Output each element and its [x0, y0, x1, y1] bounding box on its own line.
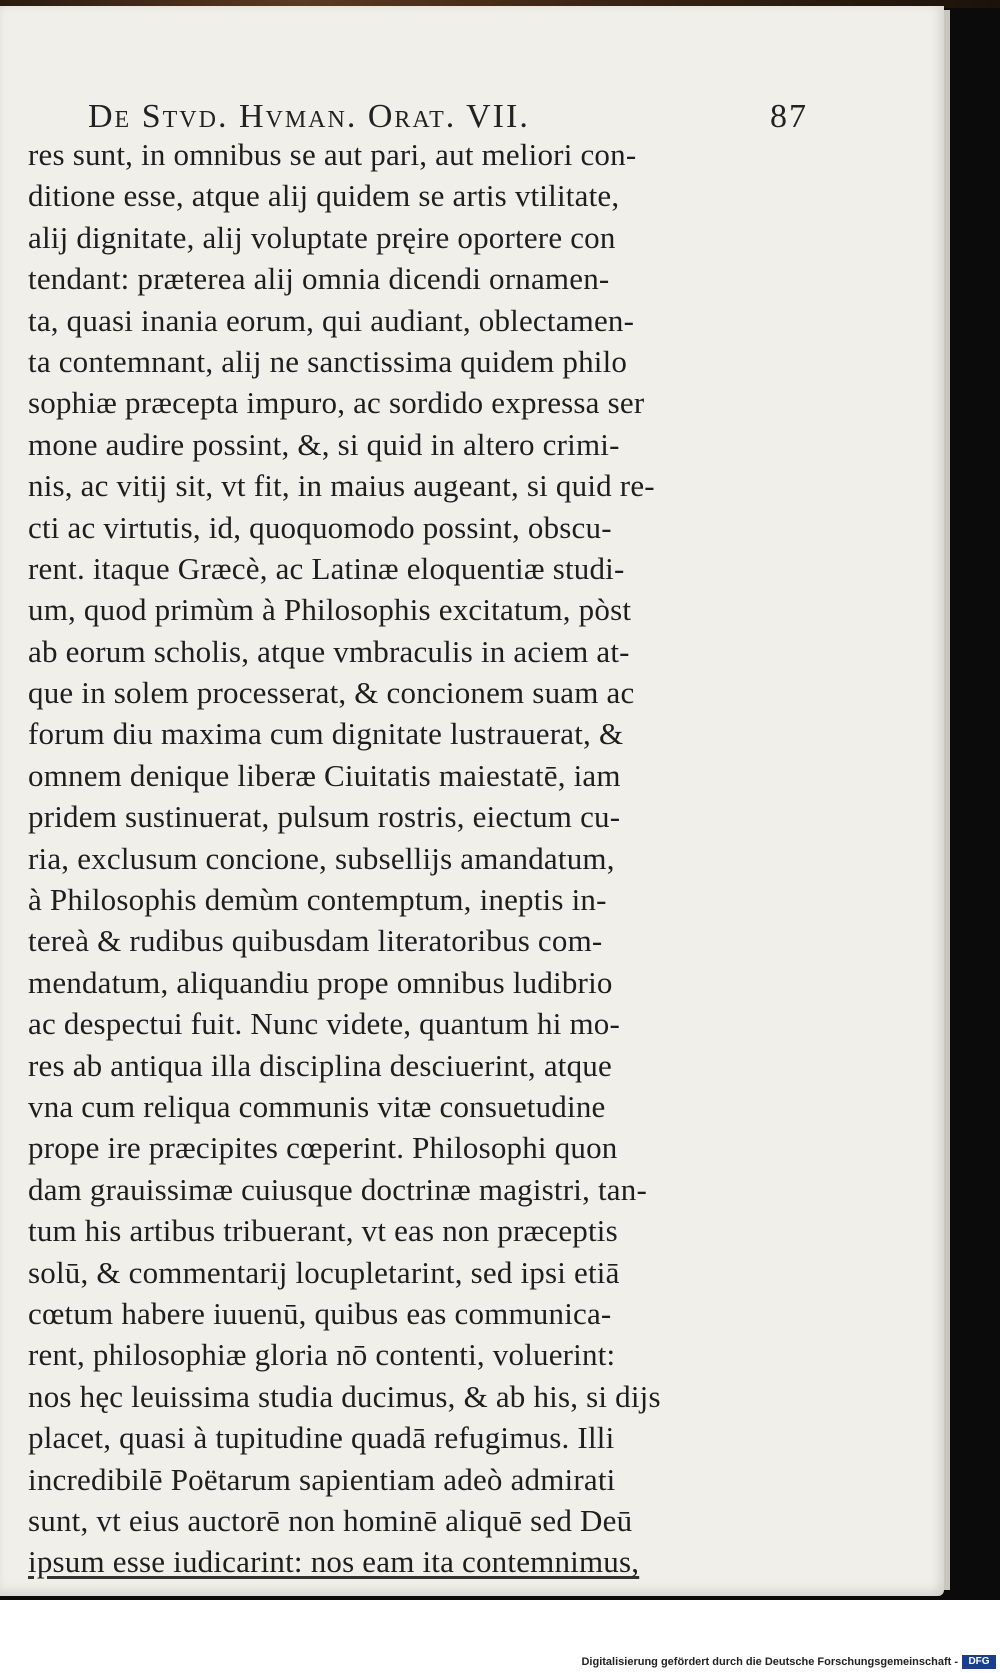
- digitization-footer: [0, 1600, 1000, 1673]
- text-line: ipsum esse iudicarint: nos eam ita contemnimus,: [28, 1544, 640, 1580]
- text-line: mone audire possint, &, si quid in altero crimi-: [28, 426, 620, 462]
- text-line: pridem sustinuerat, pulsum rostris, eiectum cu-: [28, 799, 621, 835]
- text-line: omnem denique liberæ Ciuitatis maiestatē, iam: [28, 757, 621, 793]
- book-page: [0, 6, 944, 1596]
- text-line: dam grauissimæ cuiusque doctrinæ magistri, tan-: [28, 1171, 647, 1207]
- running-title: De Stvd. Hvman. Orat. VII.: [88, 98, 530, 135]
- page-edge: [944, 10, 950, 1590]
- text-line: tendant: præterea alij omnia dicendi ornamen-: [28, 261, 610, 297]
- text-line: res ab antiqua illa disciplina desciuerint, atque: [28, 1047, 612, 1083]
- text-line: alij dignitate, alij voluptate pręire oportere con: [28, 219, 616, 255]
- text-line: um, quod primùm à Philosophis excitatum, pòst: [28, 592, 632, 628]
- text-line: rent, philosophiæ gloria nō contenti, voluerint:: [28, 1337, 616, 1373]
- text-line: que in solem processerat, & concionem suam ac: [28, 675, 635, 711]
- text-line: ta contemnant, alij ne sanctissima quidem philo: [28, 343, 628, 379]
- text-line: prope ire præcipites cœperint. Philosophi quon: [28, 1130, 618, 1166]
- text-block: [28, 134, 788, 1583]
- text-line: ab eorum scholis, atque vmbraculis in aciem at-: [28, 633, 630, 669]
- text-line: placet, quasi à tupitudine quadā refugimus. Illi: [28, 1420, 615, 1456]
- text-line: cœtum habere iuuenū, quibus eas communica-: [28, 1295, 612, 1331]
- text-line: tum his artibus tribuerant, vt eas non præceptis: [28, 1213, 618, 1249]
- text-line: nos hęc leuissima studia ducimus, & ab his, si dijs: [28, 1378, 661, 1414]
- text-line: vna cum reliqua communis vitæ consuetudine: [28, 1088, 606, 1124]
- text-line: à Philosophis demùm contemptum, ineptis in-: [28, 882, 607, 918]
- text-line: forum diu maxima cum dignitate lustrauerat, &: [28, 716, 624, 752]
- text-line: ditione esse, atque alij quidem se artis vtilitate,: [28, 178, 620, 214]
- text-line: nis, ac vitij sit, vt fit, in maius augeant, si quid re-: [28, 468, 655, 504]
- text-line: rent. itaque Græcè, ac Latinæ eloquentiæ studi-: [28, 550, 625, 586]
- text-line: ta, quasi inania eorum, qui audiant, oblectamen-: [28, 302, 635, 338]
- dfg-logo: DFG: [962, 1655, 996, 1669]
- text-line: res sunt, in omnibus se aut pari, aut meliori con-: [28, 137, 637, 172]
- text-line: tereà & rudibus quibusdam literatoribus com-: [28, 923, 603, 959]
- text-line: ria, exclusum concione, subsellijs amandatum,: [28, 840, 615, 876]
- text-line: cti ac virtutis, id, quoquomodo possint, obscu-: [28, 509, 612, 545]
- text-line: sophiæ præcepta impuro, ac sordido expressa ser: [28, 385, 645, 421]
- text-line: sunt, vt eius auctorē non hominē aliquē sed Deū: [28, 1502, 633, 1538]
- text-line: incredibilē Poëtarum sapientiam adeò admirati: [28, 1461, 616, 1497]
- funding-credit: Digitalisierung gefördert durch die Deutsche Forschungsgemeinschaft -: [581, 1656, 958, 1668]
- text-line: mendatum, aliquandiu prope omnibus ludibrio: [28, 964, 613, 1000]
- page-number: 87: [770, 98, 808, 135]
- text-line: solū, & commentarij locupletarint, sed ipsi etiā: [28, 1254, 620, 1290]
- text-line: ac despectui fuit. Nunc videte, quantum hi mo-: [28, 1006, 621, 1042]
